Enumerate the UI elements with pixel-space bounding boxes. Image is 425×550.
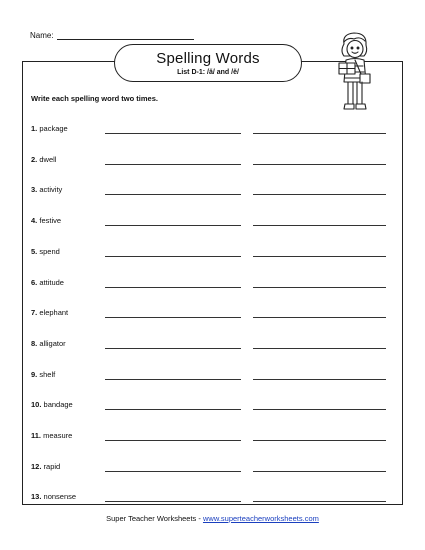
word-text: rapid [43, 461, 61, 471]
title-pill [114, 44, 302, 82]
writing-line-first[interactable] [105, 133, 241, 134]
word-row [31, 247, 391, 259]
word-number: 9. [31, 369, 38, 379]
word-number: 11. [31, 431, 42, 440]
word-number: 6. [31, 277, 38, 287]
word-text: measure [43, 431, 73, 440]
word-row [31, 492, 391, 504]
writing-line-second[interactable] [253, 409, 386, 410]
writing-line-first[interactable] [105, 194, 241, 195]
spelling-word [31, 308, 68, 317]
spelling-word [31, 278, 64, 287]
word-row [31, 278, 391, 290]
writing-line-first[interactable] [105, 379, 241, 380]
word-number: 10. [31, 400, 42, 410]
writing-line-second[interactable] [253, 379, 386, 380]
writing-line-second[interactable] [253, 164, 386, 165]
word-text: activity [39, 185, 63, 195]
writing-line-first[interactable] [105, 287, 241, 288]
writing-line-first[interactable] [105, 348, 241, 349]
word-row [31, 370, 391, 382]
word-text: spend [39, 246, 60, 256]
word-text: festive [39, 216, 62, 226]
word-number: 12. [31, 461, 42, 471]
word-number: 3. [31, 185, 38, 195]
word-text: bandage [43, 400, 73, 410]
writing-line-second[interactable] [253, 256, 386, 257]
spelling-word [31, 185, 62, 194]
word-row [31, 431, 391, 443]
writing-line-first[interactable] [105, 409, 241, 410]
writing-line-first[interactable] [105, 440, 241, 441]
word-text: dwell [39, 154, 57, 164]
word-row [31, 339, 391, 351]
writing-line-second[interactable] [253, 133, 386, 134]
writing-line-second[interactable] [253, 348, 386, 349]
writing-line-first[interactable] [105, 471, 241, 472]
footer-link[interactable]: www.superteacherworksheets.com [202, 514, 319, 523]
word-row [31, 308, 391, 320]
page-subtitle: List D-1: /ă/ and /ĕ/ [177, 69, 239, 76]
word-row [31, 462, 391, 474]
footer [0, 514, 425, 523]
name-line[interactable] [57, 30, 194, 40]
writing-line-second[interactable] [253, 501, 386, 502]
word-number: 7. [31, 308, 38, 318]
writing-line-first[interactable] [105, 317, 241, 318]
writing-line-first[interactable] [105, 501, 241, 502]
footer-text: Super Teacher Worksheets - [106, 514, 203, 523]
page-title: Spelling Words [156, 50, 260, 67]
spelling-word [31, 247, 60, 256]
writing-line-second[interactable] [253, 440, 386, 441]
word-text: attitude [39, 277, 64, 287]
writing-line-second[interactable] [253, 287, 386, 288]
writing-line-first[interactable] [105, 256, 241, 257]
writing-line-second[interactable] [253, 471, 386, 472]
spelling-word [31, 339, 66, 348]
spelling-word [31, 431, 72, 440]
word-number: 13. [31, 492, 42, 502]
word-row [31, 185, 391, 197]
writing-line-second[interactable] [253, 225, 386, 226]
word-text: nonsense [43, 492, 77, 502]
word-number: 8. [31, 338, 38, 348]
spelling-word [31, 370, 55, 379]
instructions: Write each spelling word two times. [31, 94, 158, 103]
name-row [30, 30, 194, 40]
writing-line-second[interactable] [253, 194, 386, 195]
word-row [31, 124, 391, 136]
spelling-word [31, 462, 60, 471]
word-number: 1. [31, 124, 38, 133]
word-text: shelf [39, 369, 56, 379]
writing-line-first[interactable] [105, 225, 241, 226]
girl-holding-package-icon [330, 30, 380, 120]
word-row [31, 216, 391, 228]
word-row [31, 155, 391, 167]
spelling-word [31, 216, 61, 225]
spelling-word [31, 155, 56, 164]
spelling-word [31, 124, 68, 133]
word-text: elephant [39, 308, 69, 318]
spelling-word [31, 492, 76, 501]
writing-line-first[interactable] [105, 164, 241, 165]
word-number: 4. [31, 216, 38, 226]
word-number: 2. [31, 154, 38, 164]
word-text: package [39, 124, 68, 133]
writing-line-second[interactable] [253, 317, 386, 318]
spelling-word [31, 400, 73, 409]
word-text: alligator [39, 338, 66, 348]
word-number: 5. [31, 246, 38, 256]
name-label: Name: [30, 31, 54, 40]
word-row [31, 400, 391, 412]
